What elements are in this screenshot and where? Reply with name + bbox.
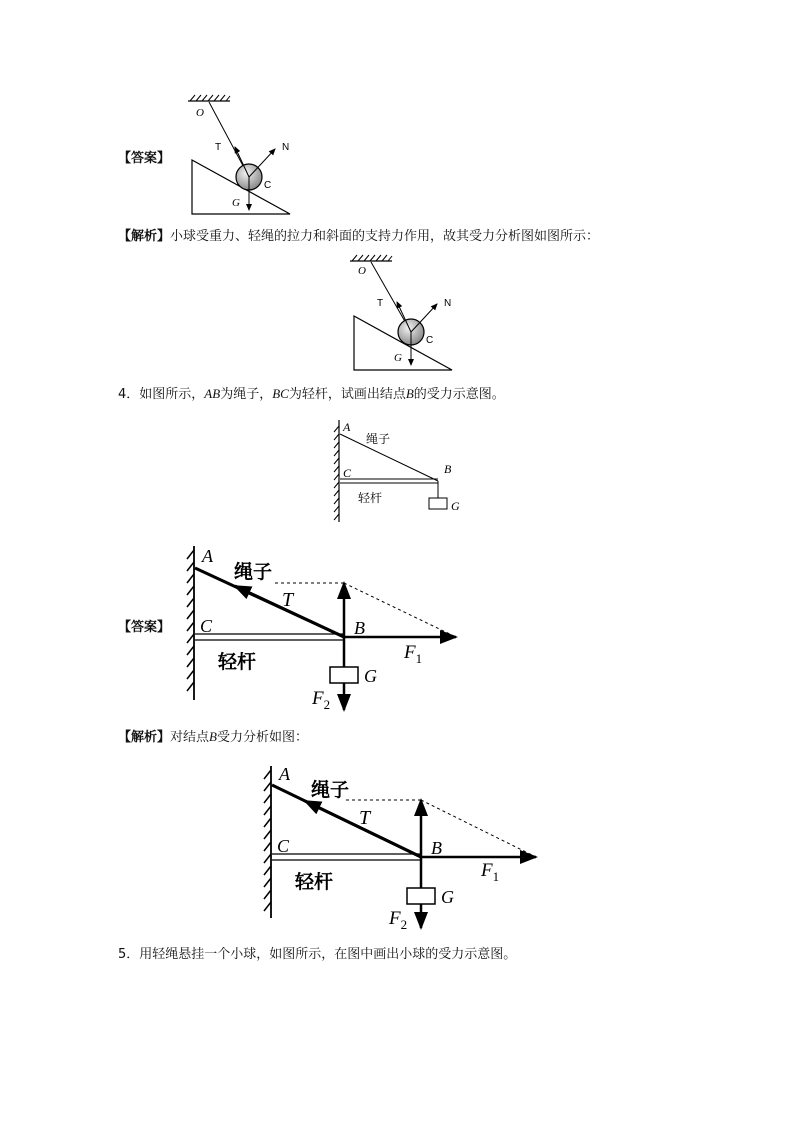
label-c: C <box>264 180 272 191</box>
q3-analysis-line <box>118 228 599 246</box>
q4-text-3: 为轻杆，试画出结点 <box>288 387 406 402</box>
label-f1: $F_1$ <box>481 860 500 884</box>
label-g: G <box>232 197 240 209</box>
label-rope: 绳子 <box>234 561 273 583</box>
label-o: O <box>358 265 366 277</box>
label-rope: 绳子 <box>366 432 391 446</box>
answer-tag-q4: 【答案】 <box>118 620 171 635</box>
wall <box>264 766 271 918</box>
q4-ab: AB <box>204 386 221 401</box>
q4-number: 4． <box>118 387 140 402</box>
label-b: B <box>444 462 452 476</box>
label-rope: 绳子 <box>311 779 350 801</box>
q5-question <box>118 946 516 964</box>
q4-bc: BC <box>272 386 289 401</box>
label-t: T <box>359 807 371 829</box>
label-b: B <box>431 838 442 858</box>
q3-analysis-diagram <box>342 252 462 378</box>
label-a: A <box>279 764 290 784</box>
q4-analysis-b: B <box>209 729 217 744</box>
label-f1: $F_1$ <box>404 642 423 666</box>
label-rod: 轻杆 <box>358 491 383 505</box>
q5-number: 5． <box>118 947 140 962</box>
label-c: C <box>426 335 434 346</box>
ceiling <box>188 95 230 101</box>
analysis-tag-q3: 【解析】 <box>118 229 171 244</box>
q3-answer-diagram <box>180 92 300 218</box>
label-g: G <box>451 499 460 513</box>
normal-arrow <box>411 304 437 332</box>
q3-analysis-text: 小球受重力、轻绳的拉力和斜面的支持力作用，故其受力分析图如图所示： <box>170 229 600 244</box>
label-a: A <box>202 546 213 566</box>
wall <box>187 546 194 700</box>
label-g: G <box>364 666 377 686</box>
wall <box>334 420 339 522</box>
label-c: C <box>343 466 352 480</box>
label-o: O <box>196 107 204 119</box>
weight-block <box>429 498 447 509</box>
label-t: T <box>282 589 294 611</box>
label-c: C <box>277 836 290 856</box>
label-rod: 轻杆 <box>218 651 257 673</box>
label-f2: $F_2$ <box>389 908 408 932</box>
label-t: T <box>377 298 384 309</box>
q4-b: B <box>405 386 414 401</box>
analysis-tag-q4: 【解析】 <box>118 730 171 745</box>
label-g: G <box>441 887 454 907</box>
q4-text-4: 的受力示意图。 <box>413 387 505 402</box>
q4-analysis-text-2: 受力分析如图： <box>216 730 308 745</box>
ceiling <box>350 255 392 261</box>
label-n: N <box>282 142 290 153</box>
q4-analysis-diagram <box>255 760 545 935</box>
label-a: A <box>343 420 351 434</box>
label-rod: 轻杆 <box>295 871 334 893</box>
weight-block <box>330 667 358 683</box>
normal-arrow <box>249 149 275 177</box>
label-t: T <box>215 142 222 153</box>
label-g: G <box>394 352 402 364</box>
label-b: B <box>354 618 365 638</box>
q5-text: 用轻绳悬挂一个小球，如图所示，在图中画出小球的受力示意图。 <box>139 947 517 962</box>
q4-text-1: 如图所示， <box>139 387 205 402</box>
label-f2: $F_2$ <box>312 688 331 712</box>
q4-answer-diagram <box>178 540 468 715</box>
weight-block <box>407 888 435 904</box>
q4-question <box>118 385 505 404</box>
q4-analysis-line <box>118 728 308 747</box>
q4-text-2: 为绳子， <box>220 387 273 402</box>
label-n: N <box>444 298 452 309</box>
label-c: C <box>200 616 213 636</box>
q4-question-diagram <box>328 418 468 524</box>
q4-analysis-text-1: 对结点 <box>170 730 210 745</box>
answer-tag-q3: 【答案】 <box>118 151 171 166</box>
